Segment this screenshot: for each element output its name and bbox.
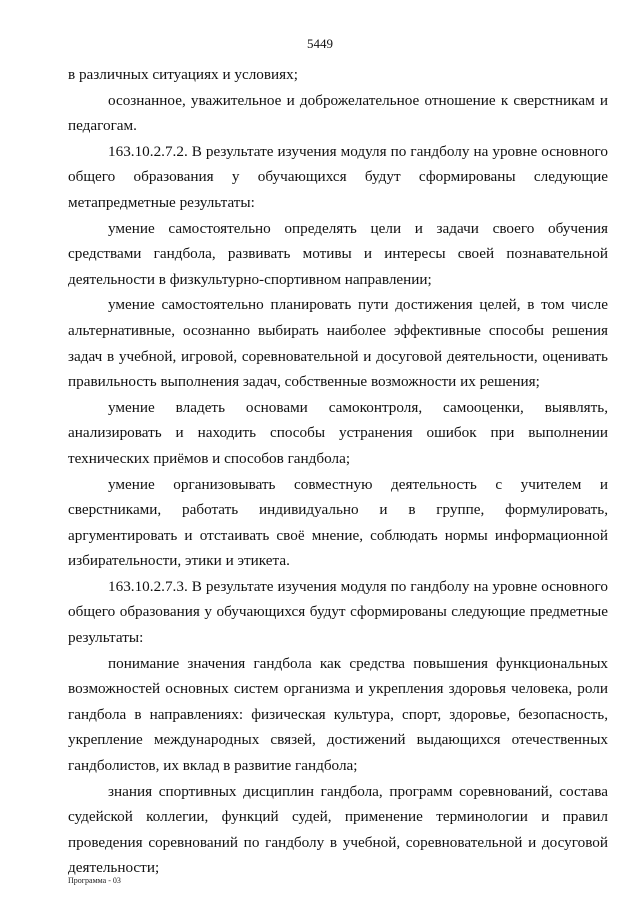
paragraph: понимание значения гандбола как средства повышения функциональных возможностей основных систем организма и укрепления здоровья человека, роли гандбола в направлениях: физическая культура, спорт, здоровье, безопасность, укрепление международных связей, достижений выдающихся отечественных гандболистов, их вклад в развитие гандбола; [68,654,608,775]
footer-label: Программа - 03 [68,876,121,885]
paragraph: умение владеть основами самоконтроля, самооценки, выявлять, анализировать и находить способы устранения ошибок при выполнении технических приёмов и способов гандбола; [68,398,608,467]
document-body [68,62,608,881]
paragraph-continuation: в различных ситуациях и условиях; [68,66,298,83]
paragraph-section-163-10-2-7-2: 163.10.2.7.2. В результате изучения модуля по гандболу на уровне основного общего образования у обучающихся будут сформированы следующие метапредметные результаты: [68,142,608,211]
paragraph: знания спортивных дисциплин гандбола, программ соревнований, состава судейской коллегии, функций судей, применение терминологии и правил проведения соревнований по гандболу в учебной, соревновательной и досуговой деятельности; [68,782,608,877]
paragraph-section-163-10-2-7-3: 163.10.2.7.3. В результате изучения модуля по гандболу на уровне основного общего образования у обучающихся будут сформированы следующие предметные результаты: [68,577,608,647]
paragraph: умение самостоятельно планировать пути достижения целей, в том числе альтернативные, осознанно выбирать наиболее эффективные способы решения задач в учебной, игровой, соревновательной и досуговой деятельности, оценивать правильность выполнения задач, собственные возможности их решения; [68,296,608,391]
paragraph: умение организовывать совместную деятельность с учителем и сверстниками, работать индивидуально и в группе, формулировать, аргументировать и отстаивать своё мнение, соблюдать нормы информационной избирательности, этики и этикета. [68,475,608,570]
paragraph: осознанное, уважительное и доброжелательное отношение к сверстникам и педагогам. [68,91,608,135]
page-number: 5449 [307,36,333,51]
paragraph: умение самостоятельно определять цели и задачи своего обучения средствами гандбола, развивать мотивы и интересы своей познавательной деятельности в физкультурно-спортивном направлении; [68,219,608,288]
